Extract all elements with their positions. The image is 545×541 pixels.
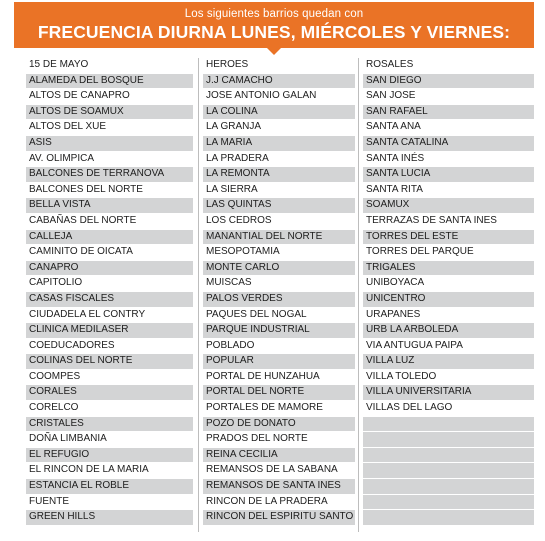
neighborhood-list-item: POBLADO xyxy=(206,339,255,351)
neighborhood-list-item: URAPANES xyxy=(366,308,421,320)
neighborhood-list-item: ALAMEDA DEL BOSQUE xyxy=(26,74,193,89)
neighborhood-list-item: PORTAL DE HUNZAHUA xyxy=(206,370,320,382)
neighborhood-list-item: VILLA TOLEDO xyxy=(366,370,437,382)
neighborhood-list-item: REMANSOS DE LA SABANA xyxy=(206,464,338,476)
banner-pointer xyxy=(266,47,282,55)
neighborhood-list-item: SANTA CATALINA xyxy=(363,136,534,151)
neighborhood-list-item: PALOS VERDES xyxy=(203,292,355,307)
empty-list-row xyxy=(363,495,534,510)
neighborhood-column-1 xyxy=(26,58,193,526)
neighborhood-list-item: UNIBOYACA xyxy=(366,277,425,289)
neighborhood-list-item: EL RINCON DE LA MARIA xyxy=(29,464,149,476)
neighborhood-list-item: J.J CAMACHO xyxy=(203,74,355,89)
neighborhood-list-item: SANTA RITA xyxy=(366,183,423,195)
neighborhood-list-item: CORALES xyxy=(26,385,193,400)
neighborhood-list-item: CIUDADELA EL CONTRY xyxy=(29,308,146,320)
neighborhood-list-item: TERRAZAS DE SANTA INES xyxy=(366,214,497,226)
neighborhood-list-item: UNICENTRO xyxy=(363,292,534,307)
neighborhood-list-item: BALCONES DE TERRANOVA xyxy=(26,167,193,182)
neighborhood-list-item: SANTA INÉS xyxy=(366,152,425,164)
neighborhood-list-item: MUISCAS xyxy=(206,277,252,289)
neighborhood-column-2 xyxy=(203,58,355,526)
neighborhood-list-item: AV. OLIMPICA xyxy=(29,152,95,164)
neighborhood-list-item: TORRES DEL ESTE xyxy=(363,230,534,245)
neighborhood-list-item: POPULAR xyxy=(203,354,355,369)
neighborhood-list-item: BELLA VISTA xyxy=(26,198,193,213)
neighborhood-list-item: VILLAS DEL LAGO xyxy=(366,402,453,414)
neighborhood-list-item: PORTAL DEL NORTE xyxy=(203,385,355,400)
neighborhood-column-3 xyxy=(363,58,534,526)
column-divider xyxy=(198,58,199,532)
neighborhood-list-item: 15 DE MAYO xyxy=(29,59,89,70)
neighborhood-list-item: URB LA ARBOLEDA xyxy=(363,323,534,338)
neighborhood-list-item: LA SIERRA xyxy=(206,183,258,195)
neighborhood-list-item: SANTA LUCIA xyxy=(363,167,534,182)
neighborhood-list-item: HEROES xyxy=(206,59,249,70)
neighborhood-list-item: VILLA UNIVERSITARIA xyxy=(363,385,534,400)
neighborhood-list-item: LA COLINA xyxy=(203,105,355,120)
empty-list-row xyxy=(363,510,534,525)
neighborhood-list-item: MANANTIAL DEL NORTE xyxy=(203,230,355,245)
neighborhood-list-item: DOÑA LIMBANIA xyxy=(29,433,107,445)
neighborhood-list-item: RINCON DEL ESPIRITU SANTO xyxy=(203,510,355,525)
neighborhood-list-item: MESOPOTAMIA xyxy=(206,246,280,258)
empty-list-row xyxy=(363,432,534,447)
neighborhood-list-item: EL REFUGIO xyxy=(26,448,193,463)
banner-subtitle: Los siguientes barrios quedan con xyxy=(184,8,364,20)
neighborhood-list-item: SANTA ANA xyxy=(366,121,421,133)
neighborhood-list-item: FUENTE xyxy=(29,495,69,507)
neighborhood-list-item: SOAMUX xyxy=(363,198,534,213)
neighborhood-list-item: SAN JOSE xyxy=(366,90,416,102)
neighborhood-list-item: CASAS FISCALES xyxy=(26,292,193,307)
empty-list-row xyxy=(363,448,534,463)
neighborhood-list-item: LAS QUINTAS xyxy=(203,198,355,213)
neighborhood-list-item: GREEN HILLS xyxy=(26,510,193,525)
neighborhood-list-item: CALLEJA xyxy=(26,230,193,245)
empty-list-row xyxy=(363,463,534,478)
neighborhood-list-item: MONTE CARLO xyxy=(203,261,355,276)
neighborhood-list-item: VIA ANTUGUA PAIPA xyxy=(366,339,463,351)
neighborhood-list-item: ALTOS DE SOAMUX xyxy=(26,105,193,120)
neighborhood-list-item: PRADOS DEL NORTE xyxy=(206,433,308,445)
neighborhood-list-item: REINA CECILIA xyxy=(203,448,355,463)
neighborhood-list-item: BALCONES DEL NORTE xyxy=(29,183,143,195)
neighborhood-list-item: PAQUES DEL NOGAL xyxy=(206,308,307,320)
neighborhood-list-item: ALTOS DEL XUE xyxy=(29,121,107,133)
neighborhood-list-item: CAMINITO DE OICATA xyxy=(29,246,133,258)
neighborhood-list-item: REMANSOS DE SANTA INES xyxy=(203,479,355,494)
neighborhood-list-item: CABAÑAS DEL NORTE xyxy=(29,214,137,226)
neighborhood-list-item: COLINAS DEL NORTE xyxy=(26,354,193,369)
neighborhood-list-item: COEDUCADORES xyxy=(29,339,115,351)
neighborhood-list-item: LOS CEDROS xyxy=(206,214,272,226)
neighborhood-list-item: ASIS xyxy=(26,136,193,151)
neighborhood-list-item: LA PRADERA xyxy=(206,152,269,164)
neighborhood-list-item: RINCON DE LA PRADERA xyxy=(206,495,328,507)
banner-title: FRECUENCIA DIURNA LUNES, MIÉRCOLES Y VIERNES: xyxy=(37,22,511,42)
neighborhood-list-item: TRIGALES xyxy=(363,261,534,276)
neighborhood-list-item: POZO DE DONATO xyxy=(203,417,355,432)
neighborhood-list-item: PARQUE INDUSTRIAL xyxy=(203,323,355,338)
empty-list-row xyxy=(363,417,534,432)
neighborhood-list-item: SAN DIEGO xyxy=(363,74,534,89)
title-banner xyxy=(14,2,534,48)
neighborhood-list-item: TORRES DEL PARQUE xyxy=(366,246,474,258)
empty-list-row xyxy=(363,479,534,494)
neighborhood-list-item: PORTALES DE MAMORE xyxy=(206,402,323,414)
neighborhood-list-item: LA GRANJA xyxy=(206,121,262,133)
neighborhood-list-item: COOMPES xyxy=(29,370,81,382)
neighborhood-list-item: ROSALES xyxy=(366,59,414,70)
neighborhood-list-item: ALTOS DE CANAPRO xyxy=(29,90,130,102)
neighborhood-list-item: LA MARIA xyxy=(203,136,355,151)
neighborhood-list-item: JOSE ANTONIO GALAN xyxy=(206,90,317,102)
neighborhood-list-item: CRISTALES xyxy=(26,417,193,432)
neighborhood-list-item: SAN RAFAEL xyxy=(363,105,534,120)
column-divider xyxy=(358,58,359,532)
neighborhood-list-item: ESTANCIA EL ROBLE xyxy=(26,479,193,494)
neighborhood-list-item: CORELCO xyxy=(29,402,79,414)
neighborhood-list-item: CANAPRO xyxy=(26,261,193,276)
neighborhood-list-item: CLINICA MEDILASER xyxy=(26,323,193,338)
neighborhood-list-item: VILLA LUZ xyxy=(363,354,534,369)
neighborhood-list-item: LA REMONTA xyxy=(203,167,355,182)
neighborhood-list-item: CAPITOLIO xyxy=(29,277,83,289)
